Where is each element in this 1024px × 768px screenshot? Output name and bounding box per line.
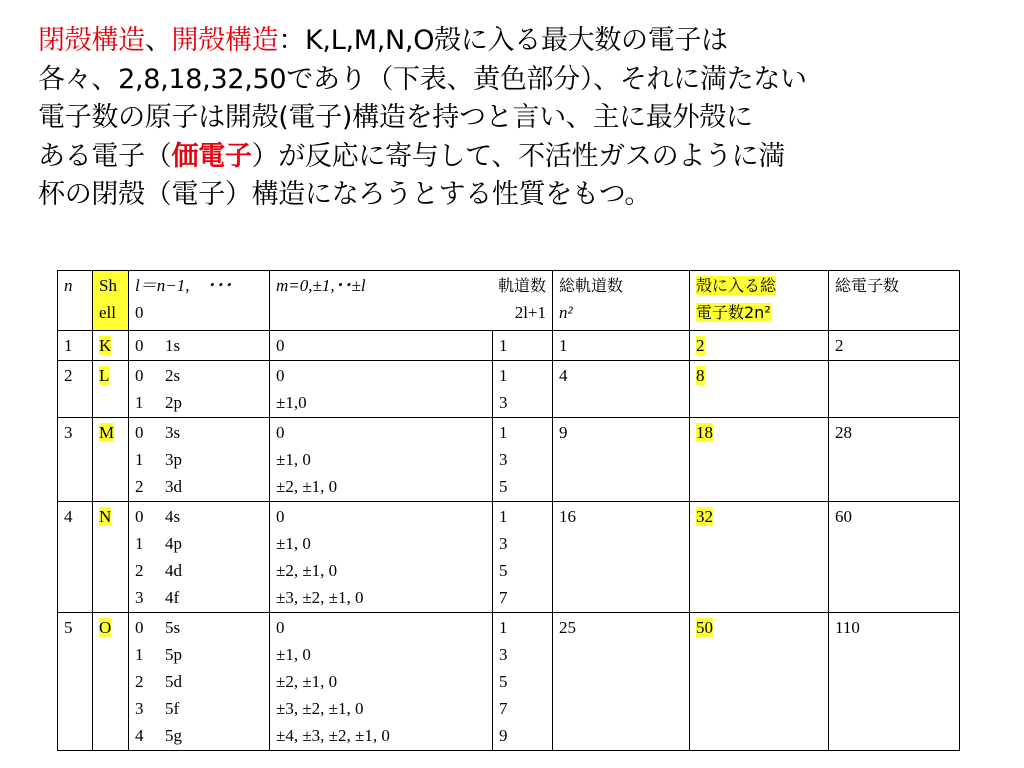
total-orbitals-value: 4: [559, 366, 568, 385]
term-separator: 、: [144, 25, 172, 56]
header-total-electrons: [829, 271, 960, 331]
orbital-name: 4p: [165, 534, 182, 553]
total-orbitals-cell: [553, 418, 690, 502]
shell-table-body: [58, 271, 960, 751]
header-shell-line-1: Sh: [99, 276, 117, 295]
total-orbitals-value: 25: [559, 618, 576, 637]
orbital-name: 5d: [165, 672, 182, 691]
header-l-range: [129, 271, 270, 331]
orbital-count: 1: [499, 507, 508, 526]
intro-line-4: [38, 138, 998, 177]
shell-n-value: 1: [64, 336, 73, 355]
orbital-name: 2s: [165, 366, 181, 385]
capacity-cell: [690, 361, 829, 418]
subshell-line: [135, 668, 263, 695]
subshell-line: [135, 362, 263, 389]
l-value: 1: [135, 450, 144, 469]
header-capacity-line-1: 殻に入る総: [696, 276, 777, 295]
l-value: 2: [135, 672, 144, 691]
m-values: 0: [276, 507, 285, 526]
orbital-count: 1: [499, 423, 508, 442]
subshell-line: [135, 389, 263, 416]
capacity-cell: [690, 613, 829, 751]
subshell-cell: [129, 418, 270, 502]
shell-n-cell: [58, 613, 93, 751]
l-value: 0: [135, 618, 144, 637]
total-orbitals-cell: [553, 613, 690, 751]
subshell-cell: [129, 613, 270, 751]
intro-line-1-rest: ：K,L,M,N,O殻に入る最大数の電子は: [278, 25, 728, 56]
shell-n-cell: [58, 502, 93, 613]
orbital-count: 5: [499, 672, 508, 691]
orbital-name: 1s: [165, 336, 181, 355]
header-l-line-2: 0: [135, 303, 144, 322]
capacity-value: 8: [696, 366, 705, 385]
l-value: 0: [135, 366, 144, 385]
header-l-line-1: l＝n−1, ･･･: [135, 276, 232, 295]
table-row: [58, 502, 960, 613]
table-row: [58, 613, 960, 751]
total-orbitals-cell: [553, 361, 690, 418]
subshell-line: [135, 503, 263, 530]
intro-line-5: 杯の閉殻（電子）構造になろうとする性質をもつ。: [38, 179, 652, 210]
magnetic-cell: [270, 418, 493, 502]
m-values: ±2, ±1, 0: [276, 561, 338, 580]
l-value: 0: [135, 507, 144, 526]
term-closed-shell: 閉殻構造: [38, 25, 145, 56]
total-orbitals-cell: [553, 502, 690, 613]
subshell-line: [135, 722, 263, 749]
intro-line-1: [38, 22, 998, 61]
l-value: 1: [135, 645, 144, 664]
l-value: 4: [135, 726, 144, 745]
magnetic-cell: [270, 613, 493, 751]
orbital-name: 4f: [165, 588, 180, 607]
shell-letter-value: K: [99, 336, 112, 355]
orbital-count: 1: [499, 336, 508, 355]
subshell-line: [135, 419, 263, 446]
orbital-count: 5: [499, 477, 508, 496]
subshell-cell: [129, 502, 270, 613]
m-values: ±1, 0: [276, 450, 311, 469]
subshell-cell: [129, 331, 270, 361]
m-values: 0: [276, 423, 285, 442]
m-values: ±2, ±1, 0: [276, 672, 338, 691]
header-n: [58, 271, 93, 331]
total-orbitals-value: 16: [559, 507, 576, 526]
l-value: 2: [135, 561, 144, 580]
orbital-count: 3: [499, 534, 508, 553]
magnetic-cell: [270, 331, 493, 361]
header-total-orbitals-line-1: 総軌道数: [559, 276, 624, 295]
total-electrons-value: 110: [835, 618, 860, 637]
m-values: 0: [276, 366, 285, 385]
subshell-line: [135, 695, 263, 722]
orbital-name: 5s: [165, 618, 181, 637]
shell-letter-cell: [93, 418, 129, 502]
shell-letter-cell: [93, 613, 129, 751]
subshell-line: [135, 530, 263, 557]
orbital-count: 3: [499, 645, 508, 664]
capacity-value: 18: [696, 423, 713, 442]
orbital-count: 1: [499, 366, 508, 385]
total-electrons-cell: [829, 361, 960, 418]
total-orbitals-value: 1: [559, 336, 568, 355]
orbital-count-cell: [493, 331, 553, 361]
orbital-count-cell: [493, 418, 553, 502]
orbital-count-cell: [493, 613, 553, 751]
orbital-count: 9: [499, 726, 508, 745]
total-electrons-cell: [829, 331, 960, 361]
intro-line-3: 電子数の原子は開殻(電子)構造を持つと言い、主に最外殻に: [38, 102, 753, 133]
header-orbital-count: 軌道数: [497, 276, 546, 295]
orbital-count: 7: [499, 588, 508, 607]
orbital-count: 1: [499, 618, 508, 637]
subshell-line: [135, 332, 263, 359]
total-electrons-cell: [829, 613, 960, 751]
header-m-orbitals: [270, 271, 553, 331]
capacity-value: 50: [696, 618, 713, 637]
magnetic-cell: [270, 361, 493, 418]
header-capacity-line-2: 電子数2n²: [696, 303, 771, 322]
shell-n-cell: [58, 418, 93, 502]
l-value: 0: [135, 336, 144, 355]
shell-n-cell: [58, 331, 93, 361]
subshell-line: [135, 446, 263, 473]
table-row: [58, 361, 960, 418]
l-value: 1: [135, 534, 144, 553]
orbital-count-cell: [493, 361, 553, 418]
header-capacity: [690, 271, 829, 331]
table-row: [58, 331, 960, 361]
m-values: ±1, 0: [276, 534, 311, 553]
intro-line-2: 各々、2,8,18,32,50であり（下表、黄色部分）、それに満たない: [38, 63, 807, 95]
term-valence-electron: 価電子: [171, 140, 252, 172]
capacity-cell: [690, 418, 829, 502]
m-values: ±1, 0: [276, 645, 311, 664]
orbital-name: 5p: [165, 645, 182, 664]
header-m-range: m=0,±1,･･±l: [276, 276, 366, 295]
orbital-name: 3p: [165, 450, 182, 469]
capacity-value: 32: [696, 507, 713, 526]
table-header-row: [58, 271, 960, 331]
subshell-line: [135, 584, 263, 611]
capacity-cell: [690, 331, 829, 361]
intro-line-4-pre: ある電子（: [38, 140, 172, 172]
shell-letter-cell: [93, 331, 129, 361]
shell-n-value: 3: [64, 423, 73, 442]
table-row: [58, 418, 960, 502]
orbital-name: 5g: [165, 726, 182, 745]
term-open-shell: 開殻構造: [171, 25, 279, 56]
shell-n-cell: [58, 361, 93, 418]
subshell-cell: [129, 361, 270, 418]
l-value: 1: [135, 393, 144, 412]
subshell-line: [135, 557, 263, 584]
orbital-count: 3: [499, 450, 508, 469]
capacity-value: 2: [696, 336, 705, 355]
shell-n-value: 5: [64, 618, 73, 637]
total-orbitals-value: 9: [559, 423, 568, 442]
orbital-name: 4d: [165, 561, 182, 580]
l-value: 3: [135, 588, 144, 607]
m-values: 0: [276, 618, 285, 637]
shell-letter-value: N: [99, 507, 112, 526]
total-electrons-value: 60: [835, 507, 852, 526]
intro-line-4-post: ）が反応に寄与して、不活性ガスのように満: [251, 140, 786, 172]
header-total-orbitals: [553, 271, 690, 331]
total-orbitals-cell: [553, 331, 690, 361]
header-total-electrons-label: 総電子数: [835, 276, 900, 295]
capacity-cell: [690, 502, 829, 613]
shell-letter-cell: [93, 502, 129, 613]
header-n-label: n: [64, 276, 73, 295]
subshell-line: [135, 641, 263, 668]
total-electrons-value: 28: [835, 423, 852, 442]
orbital-name: 3d: [165, 477, 182, 496]
intro-paragraph: [38, 22, 998, 215]
orbital-name: 3s: [165, 423, 181, 442]
shell-n-value: 2: [64, 366, 73, 385]
shell-letter-cell: [93, 361, 129, 418]
header-total-orbitals-line-2: n²: [559, 303, 573, 322]
shell-letter-value: L: [99, 366, 110, 385]
m-values: ±3, ±2, ±1, 0: [276, 699, 364, 718]
m-values: ±3, ±2, ±1, 0: [276, 588, 364, 607]
orbital-count: 7: [499, 699, 508, 718]
l-value: 2: [135, 477, 144, 496]
l-value: 3: [135, 699, 144, 718]
m-values: ±1,0: [276, 393, 307, 412]
shell-letter-value: M: [99, 423, 115, 442]
subshell-line: [135, 614, 263, 641]
orbital-name: 5f: [165, 699, 180, 718]
electron-shell-table: [57, 270, 960, 751]
m-values: 0: [276, 336, 285, 355]
orbital-name: 2p: [165, 393, 182, 412]
total-electrons-cell: [829, 418, 960, 502]
orbital-count: 5: [499, 561, 508, 580]
shell-letter-value: O: [99, 618, 112, 637]
orbital-count-cell: [493, 502, 553, 613]
orbital-name: 4s: [165, 507, 181, 526]
total-electrons-cell: [829, 502, 960, 613]
m-values: ±2, ±1, 0: [276, 477, 338, 496]
header-orbital-formula: 2l+1: [514, 303, 546, 322]
total-electrons-value: 2: [835, 336, 844, 355]
orbital-count: 3: [499, 393, 508, 412]
magnetic-cell: [270, 502, 493, 613]
header-m-line-1: [276, 272, 546, 299]
header-shell: [93, 271, 129, 331]
header-shell-line-2: ell: [99, 303, 116, 322]
subshell-line: [135, 473, 263, 500]
m-values: ±4, ±3, ±2, ±1, 0: [276, 726, 390, 745]
shell-n-value: 4: [64, 507, 73, 526]
l-value: 0: [135, 423, 144, 442]
